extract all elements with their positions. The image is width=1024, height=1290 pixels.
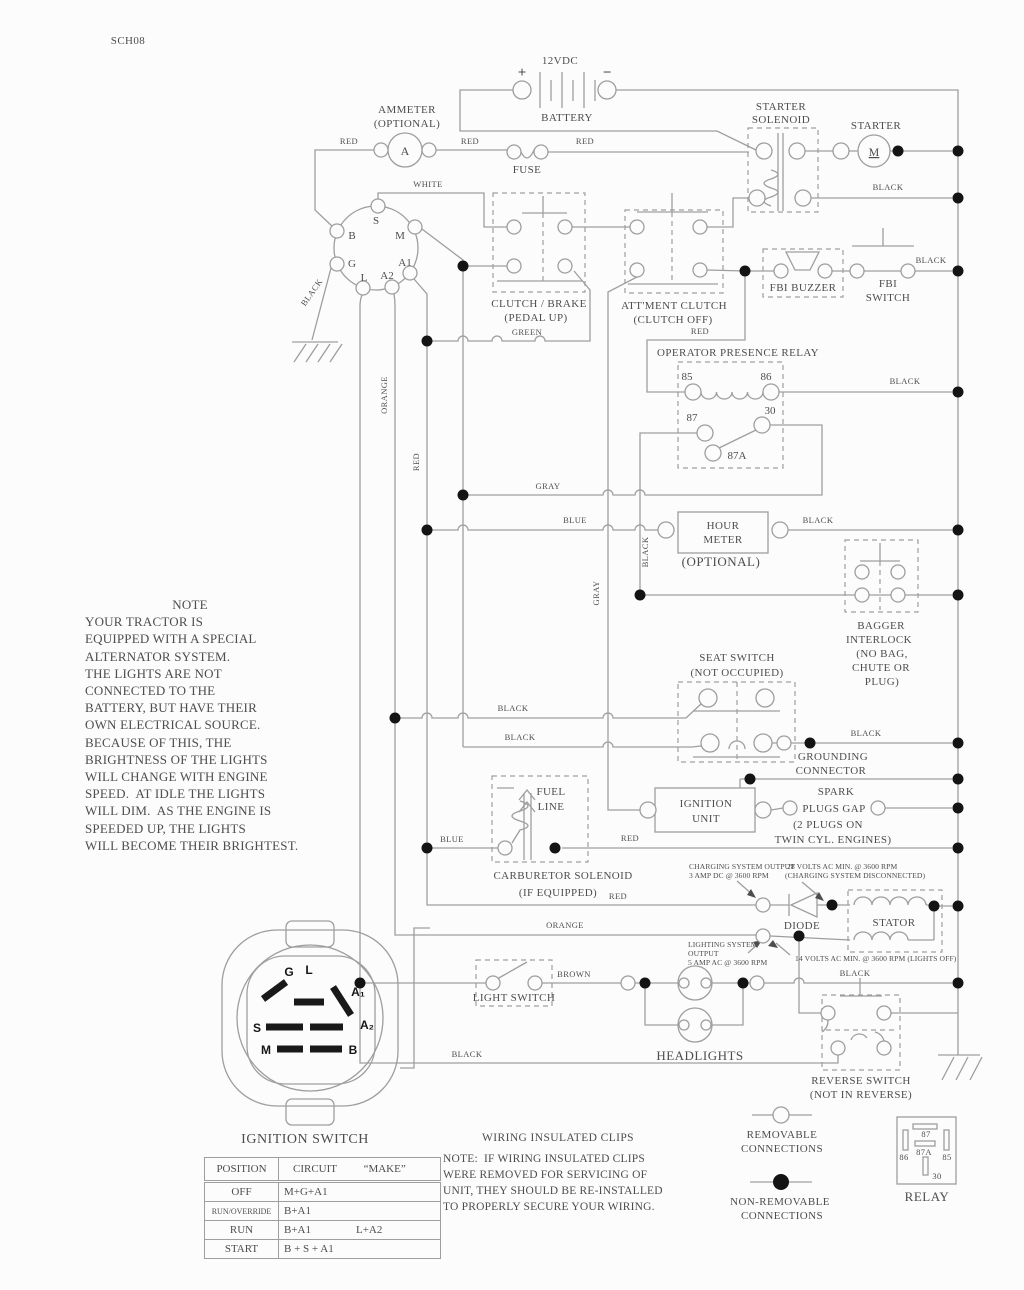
relay-title: RELAY bbox=[904, 1189, 950, 1204]
header-make-label: “MAKE” bbox=[363, 1163, 406, 1175]
plus-sign: + bbox=[517, 65, 527, 81]
battery-label: BATTERY bbox=[541, 112, 593, 124]
cell-position: RUN bbox=[205, 1221, 279, 1240]
terminal-a2: A2 bbox=[380, 270, 394, 282]
seat-switch-label: SEAT SWITCH bbox=[699, 652, 775, 664]
relay-label-30: 30 bbox=[932, 1171, 942, 1181]
lighting-note: LIGHTING SYSTEM bbox=[688, 940, 758, 949]
carb-label: CARBURETOR SOLENOID bbox=[493, 870, 633, 882]
table-row bbox=[205, 1202, 441, 1221]
clips-line: UNIT, THEY SHOULD BE RE-INSTALLED bbox=[443, 1185, 663, 1197]
carb-label2: (IF EQUIPPED) bbox=[518, 887, 598, 899]
light-switch-label: LIGHT SWITCH bbox=[472, 992, 556, 1004]
relay-blade bbox=[719, 430, 756, 448]
fbi-switch-symbol bbox=[852, 228, 914, 246]
spark-label4: TWIN CYL. ENGINES) bbox=[774, 834, 892, 846]
note-line: THE LIGHTS ARE NOT bbox=[85, 665, 222, 681]
diode-label: DIODE bbox=[783, 920, 821, 932]
header-circuit-label: CIRCUIT bbox=[293, 1163, 337, 1175]
clips-line: NOTE: IF WIRING INSULATED CLIPS bbox=[443, 1153, 646, 1165]
note-line: EQUIPPED WITH A SPECIAL bbox=[85, 631, 257, 647]
terminal-b: B bbox=[348, 230, 356, 242]
spark-plug-terminal bbox=[783, 801, 797, 815]
ignition-unit-box bbox=[655, 788, 755, 832]
battery-symbol bbox=[540, 72, 595, 108]
non-removable-connection-symbol bbox=[773, 1174, 789, 1190]
removable-label: REMOVABLE bbox=[746, 1129, 818, 1141]
volts28-note: 28 VOLTS AC MIN. @ 3600 RPM bbox=[787, 862, 898, 871]
wire-label-black: BLACK bbox=[504, 732, 536, 742]
wire-label-black: BLACK bbox=[298, 276, 325, 308]
charging-output-terminal bbox=[756, 898, 770, 912]
reverse-switch-label: REVERSE SWITCH bbox=[811, 1075, 911, 1087]
wire-label-red: RED bbox=[690, 326, 710, 336]
key-slot-a1 bbox=[333, 987, 351, 1015]
cell-circuit: B+A1 bbox=[284, 1205, 311, 1217]
reverse-switch-label2: (NOT IN REVERSE) bbox=[809, 1089, 913, 1101]
terminal-a1: A1 bbox=[398, 257, 412, 269]
wire-label-black: BLACK bbox=[872, 182, 904, 192]
non-removable-label2: CONNECTIONS bbox=[740, 1210, 824, 1222]
ignition-switch-table bbox=[204, 1157, 441, 1259]
pictorial-m: M bbox=[261, 1043, 271, 1057]
starter-solenoid-label: STARTER bbox=[755, 101, 807, 113]
clips-title: WIRING INSULATED CLIPS bbox=[482, 1132, 634, 1144]
wire-label-green: GREEN bbox=[511, 327, 543, 337]
hour-meter-label: HOUR bbox=[706, 520, 740, 532]
relay-label-86: 86 bbox=[899, 1152, 909, 1162]
battery-plus-terminal bbox=[513, 81, 531, 99]
wire-label-gray: GRAY bbox=[591, 580, 601, 606]
wire-label-brown: BROWN bbox=[557, 969, 591, 979]
relay-coil bbox=[701, 392, 763, 399]
header-position: POSITION bbox=[205, 1158, 279, 1182]
volts28-note2: (CHARGING SYSTEM DISCONNECTED) bbox=[785, 871, 926, 880]
relay-87a: 87A bbox=[727, 450, 747, 462]
relay-pin-30 bbox=[923, 1157, 928, 1175]
fuel-label: FUEL bbox=[536, 786, 566, 798]
charging-note: CHARGING SYSTEM OUTPUT bbox=[689, 862, 795, 871]
carb-coil bbox=[512, 801, 528, 843]
clips-note-block bbox=[443, 1130, 743, 1215]
note-line: BRIGHTNESS OF THE LIGHTS bbox=[85, 751, 268, 767]
relay-label-85: 85 bbox=[942, 1152, 952, 1162]
note-line: OWN ELECTRICAL SOURCE. bbox=[85, 717, 261, 733]
cell-circuit: B+A1 bbox=[284, 1224, 311, 1236]
stator-winding-bottom bbox=[854, 932, 934, 940]
wire-label-red: RED bbox=[608, 891, 628, 901]
note-line: ALTERNATOR SYSTEM. bbox=[85, 648, 231, 664]
clips-line: WERE REMOVED FOR SERVICING OF bbox=[443, 1169, 648, 1181]
clips-line: TO PROPERLY SECURE YOUR WIRING. bbox=[443, 1201, 655, 1213]
relay-label-87: 87 bbox=[921, 1129, 931, 1139]
note-line: YOUR TRACTOR IS bbox=[85, 614, 204, 630]
relay-label-87a: 87A bbox=[916, 1147, 932, 1157]
reverse-plunger bbox=[840, 978, 882, 996]
non-removable-label: NON-REMOVABLE bbox=[730, 1196, 830, 1208]
terminal-g: G bbox=[348, 258, 356, 270]
ignition-unit-label2: UNIT bbox=[692, 813, 720, 825]
volts14-note: 14 VOLTS AC MIN. @ 3600 RPM (LIGHTS OFF) bbox=[795, 954, 957, 963]
note-line: BATTERY, BUT HAVE THEIR bbox=[85, 700, 257, 716]
fuel-label2: LINE bbox=[537, 801, 565, 813]
fbi-switch-label2: SWITCH bbox=[865, 292, 911, 304]
wire-label-black: BLACK bbox=[915, 255, 947, 265]
note-line: WILL CHANGE WITH ENGINE bbox=[85, 769, 268, 785]
relay-30: 30 bbox=[764, 405, 776, 417]
fuse-label: FUSE bbox=[512, 164, 542, 176]
wire-label-white: WHITE bbox=[413, 179, 443, 189]
wire-label-black: BLACK bbox=[802, 515, 834, 525]
terminals bbox=[330, 81, 915, 1123]
diode-symbol bbox=[789, 893, 817, 917]
clutch-brake-box bbox=[493, 193, 585, 292]
note-line: CONNECTED TO THE bbox=[85, 683, 216, 699]
op-relay-title: OPERATOR PRESENCE RELAY bbox=[656, 347, 820, 359]
lighting-output-terminal bbox=[756, 929, 770, 943]
wire-label-red: RED bbox=[411, 452, 421, 472]
cell-position: RUN/OVERRIDE bbox=[205, 1202, 279, 1221]
hour-meter-label2: METER bbox=[703, 534, 743, 546]
wire-label-black: BLACK bbox=[839, 968, 871, 978]
note-line: WILL DIM. AS THE ENGINE IS bbox=[85, 803, 272, 819]
note-line: SPEED. AT IDLE THE LIGHTS bbox=[85, 786, 266, 802]
spark-label: SPARK bbox=[817, 786, 855, 798]
relay-87: 87 bbox=[686, 412, 698, 424]
seat-switch-label2: (NOT OCCUPIED) bbox=[690, 667, 784, 679]
wire-label-red: RED bbox=[339, 136, 359, 146]
note-block bbox=[85, 596, 353, 854]
lighting-note3: 5 AMP AC @ 3600 RPM bbox=[688, 958, 768, 967]
note-line: SPEEDED UP, THE LIGHTS bbox=[85, 820, 246, 836]
grounding-label: GROUNDING bbox=[797, 751, 869, 763]
terminal-l: L bbox=[360, 272, 368, 284]
spark-plug-terminal bbox=[871, 801, 885, 815]
wire-label-black: BLACK bbox=[640, 536, 650, 568]
terminal-s: S bbox=[372, 215, 380, 227]
note-line: WILL BECOME THEIR BRIGHTEST. bbox=[85, 837, 299, 853]
ground-symbol-left bbox=[292, 342, 342, 362]
stator-label: STATOR bbox=[872, 917, 916, 929]
wire-label-red: RED bbox=[575, 136, 595, 146]
pictorial-l: L bbox=[305, 963, 313, 977]
hour-meter-optional: (OPTIONAL) bbox=[681, 554, 761, 569]
pictorial-s: S bbox=[252, 1021, 262, 1035]
wire-label-orange: ORANGE bbox=[546, 920, 584, 930]
attment-clutch-label: ATT'MENT CLUTCH bbox=[621, 300, 727, 312]
fbi-buzzer-label: FBI BUZZER bbox=[769, 282, 837, 294]
pictorial-a2: A₂ bbox=[360, 1018, 374, 1032]
ammeter-label2: (OPTIONAL) bbox=[373, 118, 441, 130]
relay-pictorial bbox=[897, 1117, 956, 1204]
clutch-brake-label: CLUTCH / BRAKE bbox=[491, 298, 587, 310]
key-slot-g bbox=[263, 982, 286, 999]
starter-m: M bbox=[868, 145, 880, 159]
bagger-label: BAGGER bbox=[857, 620, 905, 632]
wire-label-black: BLACK bbox=[451, 1049, 483, 1059]
cell-circuit: B + S + A1 bbox=[284, 1243, 334, 1255]
cell-position: OFF bbox=[205, 1182, 279, 1202]
wire-label-red: RED bbox=[620, 833, 640, 843]
wire-label-black: BLACK bbox=[889, 376, 921, 386]
note-title: NOTE bbox=[172, 597, 208, 612]
ground-symbol-right bbox=[938, 1055, 982, 1080]
ignition-unit-label: IGNITION bbox=[679, 798, 733, 810]
spark-label3: (2 PLUGS ON bbox=[793, 819, 863, 831]
minus-sign: − bbox=[602, 65, 612, 81]
relay-85: 85 bbox=[681, 371, 693, 383]
ignition-switch-title: IGNITION SWITCH bbox=[241, 1132, 369, 1147]
fuse-terminal bbox=[507, 145, 521, 159]
relay-pin-86 bbox=[903, 1130, 908, 1150]
headlights-label: HEADLIGHTS bbox=[656, 1048, 744, 1063]
table-row bbox=[205, 1221, 441, 1240]
wire-label-black: BLACK bbox=[850, 728, 882, 738]
wire-label-black: BLACK bbox=[497, 703, 529, 713]
spark-label2: PLUGS GAP bbox=[802, 803, 866, 815]
cell-position: START bbox=[205, 1240, 279, 1259]
wire-label-red: RED bbox=[460, 136, 480, 146]
hour-meter-box bbox=[678, 512, 768, 553]
grounding-label2: CONNECTOR bbox=[795, 765, 867, 777]
buzzer-symbol bbox=[786, 252, 819, 270]
reverse-switch-box bbox=[822, 995, 900, 1070]
table-header-row bbox=[205, 1158, 441, 1182]
wire-label-orange: ORANGE bbox=[379, 376, 389, 414]
starter-solenoid-label2: SOLENOID bbox=[751, 114, 811, 126]
battery-minus-terminal bbox=[598, 81, 616, 99]
bagger-label3: (NO BAG, bbox=[856, 648, 908, 660]
starter-label: STARTER bbox=[850, 120, 902, 132]
table-row bbox=[205, 1240, 441, 1259]
cell-make: L+A2 bbox=[356, 1224, 383, 1236]
bagger-label2: INTERLOCK bbox=[846, 634, 912, 646]
labels bbox=[111, 35, 957, 1101]
stator-winding-top bbox=[854, 897, 926, 905]
fuse-terminal bbox=[534, 145, 548, 159]
light-switch-blade bbox=[497, 962, 527, 979]
relay-pin-85 bbox=[944, 1130, 949, 1150]
cell-circuit: M+G+A1 bbox=[284, 1186, 328, 1198]
grounding-connector-terminal bbox=[777, 736, 791, 750]
removable-label2: CONNECTIONS bbox=[740, 1143, 824, 1155]
pictorial-g: G bbox=[284, 965, 294, 979]
wire-label-gray: GRAY bbox=[535, 481, 561, 491]
ammeter-label: AMMETER bbox=[378, 104, 436, 116]
clutch-brake-label2: (PEDAL UP) bbox=[504, 312, 568, 324]
relay-86: 86 bbox=[760, 371, 772, 383]
solenoid-coil bbox=[764, 170, 778, 206]
note-line: BECAUSE OF THIS, THE bbox=[85, 734, 232, 750]
removable-connection-symbol bbox=[773, 1107, 789, 1123]
lighting-note2: OUTPUT bbox=[688, 949, 719, 958]
pictorial-b: B bbox=[348, 1043, 358, 1057]
battery-voltage: 12VDC bbox=[541, 55, 579, 67]
ammeter-a: A bbox=[400, 144, 410, 158]
solenoid-plunger bbox=[778, 133, 783, 211]
terminal-m: M bbox=[395, 230, 405, 242]
attment-clutch-label2: (CLUTCH OFF) bbox=[633, 314, 713, 326]
bagger-contacts bbox=[860, 543, 900, 561]
relay-pin-87a bbox=[915, 1141, 935, 1146]
pictorial-a1: A₁ bbox=[351, 985, 365, 999]
table-row bbox=[205, 1182, 441, 1202]
charging-note2: 3 AMP DC @ 3600 RPM bbox=[689, 871, 769, 880]
header-circuit bbox=[279, 1158, 441, 1182]
bagger-label5: PLUG) bbox=[864, 676, 900, 688]
ignition-switch-pictorial bbox=[222, 921, 398, 1147]
fbi-switch-label: FBI bbox=[878, 278, 898, 290]
sheet-code: SCH08 bbox=[110, 35, 146, 47]
wire-label-blue: BLUE bbox=[563, 515, 587, 525]
bagger-label4: CHUTE OR bbox=[852, 662, 910, 674]
wire-label-blue: BLUE bbox=[440, 834, 464, 844]
